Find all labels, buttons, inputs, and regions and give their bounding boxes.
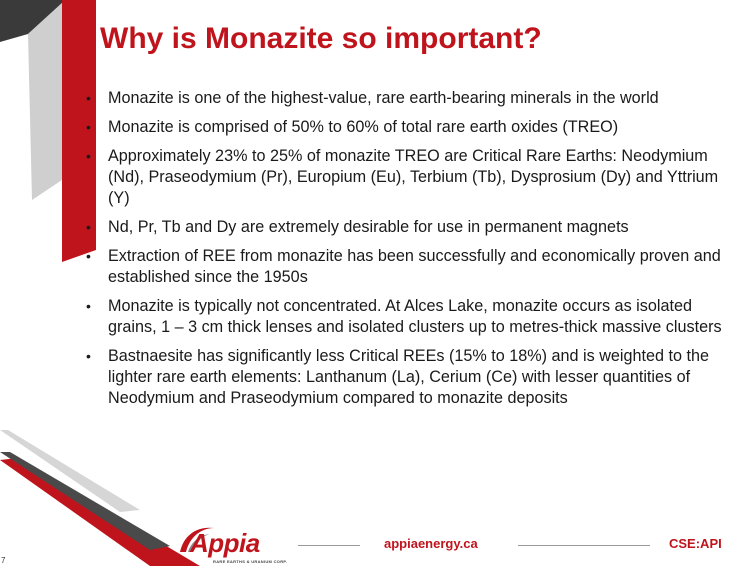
bullet-item xyxy=(86,296,736,338)
bullet-dot: • xyxy=(86,348,91,364)
website-link[interactable]: appiaenergy.ca xyxy=(384,536,478,551)
page-number: 7 xyxy=(1,556,6,565)
bullet-text: Monazite is typically not concentrated. At Alces Lake, monazite occurs as isolated grains, 1 – 3 cm thick lenses and isolated clusters up to metres-thick massive clusters xyxy=(108,297,722,336)
bullet-item xyxy=(86,88,736,109)
appia-logo: Appia xyxy=(190,528,260,558)
bullet-dot: • xyxy=(86,119,91,135)
slide-title: Why is Monazite so important? xyxy=(100,22,542,55)
footer-divider-right xyxy=(518,545,650,546)
bullet-item xyxy=(86,246,736,288)
gray-stripe xyxy=(28,3,62,200)
bullet-dot: • xyxy=(86,148,91,164)
bullet-list xyxy=(86,88,736,417)
bullet-text: Bastnaesite has significantly less Critical REEs (15% to 18%) and is weighted to the lighter rare earth elements: Lanthanum (La), Cerium (Ce) with lesser quantities of Neodymium and Praseodymium compared to monazite deposits xyxy=(108,347,710,407)
logo-tagline: RARE EARTHS & URANIUM CORP. xyxy=(213,559,288,564)
bullet-item xyxy=(86,117,736,138)
bullet-text: Extraction of REE from monazite has been successfully and economically proven and established since the 1950s xyxy=(108,247,721,286)
bullet-text: Monazite is comprised of 50% to 60% of total rare earth oxides (TREO) xyxy=(108,118,619,136)
bullet-dot: • xyxy=(86,248,91,264)
bullet-text: Approximately 23% to 25% of monazite TREO are Critical Rare Earths: Neodymium (Nd), Praseodymium (Pr), Europium (Eu), Terbium (Tb), Dysprosium (Dy) and Yttrium (Y) xyxy=(108,147,719,207)
bullet-text: Nd, Pr, Tb and Dy are extremely desirable for use in permanent magnets xyxy=(108,218,629,236)
bullet-dot: • xyxy=(86,298,91,314)
bullet-text: Monazite is one of the highest-value, rare earth-bearing minerals in the world xyxy=(108,89,659,107)
footer-divider-left xyxy=(298,545,360,546)
bullet-item xyxy=(86,146,736,209)
stock-ticker: CSE:API xyxy=(669,536,722,551)
bullet-item xyxy=(86,346,736,409)
bullet-dot: • xyxy=(86,90,91,106)
bullet-item xyxy=(86,217,736,238)
bullet-dot: • xyxy=(86,219,91,235)
